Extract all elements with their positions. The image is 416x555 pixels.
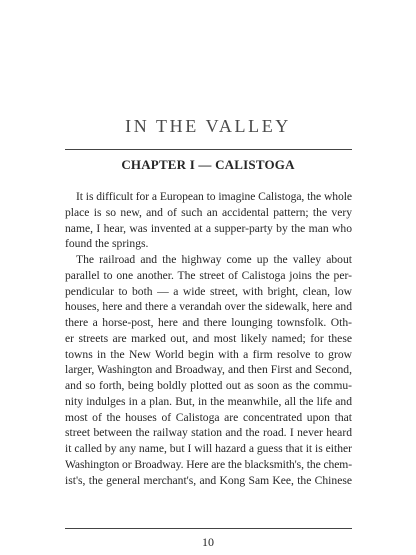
text-line: towns in the New World begin with a firm resolve to grow (65, 347, 352, 361)
body-text (65, 189, 352, 488)
text-line: It is difficult for a European to imagine Calistoga, the whole (76, 190, 352, 203)
bottom-rule (65, 528, 352, 529)
text-line: street between the railway station and the road. I never heard (65, 426, 352, 440)
text-line: nity indulges in a plan. But, in the meanwhile, all the life and (65, 394, 352, 408)
text-line: The railroad and the highway come up the valley about (76, 253, 352, 266)
text-line: Washington or Broadway. Here are the blacksmith's, the chem- (65, 457, 352, 471)
text-line: larger, Washington and Broadway, and then First and Second, (65, 363, 352, 377)
section-title: IN THE VALLEY (125, 116, 291, 136)
text-line: and so forth, being boldly plotted out as soon as the commu- (65, 379, 352, 392)
text-line: place is so new, and of such an accidental pattern; the very (65, 205, 352, 219)
text-line: there a horse-post, here and there lounging townsfolk. Oth- (65, 316, 352, 329)
chapter-title: CHAPTER I — CALISTOGA (121, 157, 295, 172)
text-line: it called by any name, but I will hazard a guess that it is either (65, 442, 352, 455)
text-line: houses, here and there a verandah over the sidewalk, here and (65, 300, 352, 314)
text-line: found the springs. (65, 237, 149, 251)
text-line: er streets are marked out, and most likely named; for these (65, 331, 352, 345)
top-rule (65, 149, 352, 150)
text-line: name, I hear, was invented at a supper-party by the man who (65, 221, 352, 235)
text-line: parallel to one another. The street of Calistoga joins the per- (65, 268, 352, 282)
text-line: pendicular to both — a wide street, with bright, clean, low (65, 284, 352, 298)
text-line: most of the houses of Calistoga are concentrated upon that (65, 410, 352, 424)
page-number: 10 (202, 535, 214, 549)
text-line: ist's, the general merchant's, and Kong Sam Kee, the Chinese (65, 473, 352, 487)
